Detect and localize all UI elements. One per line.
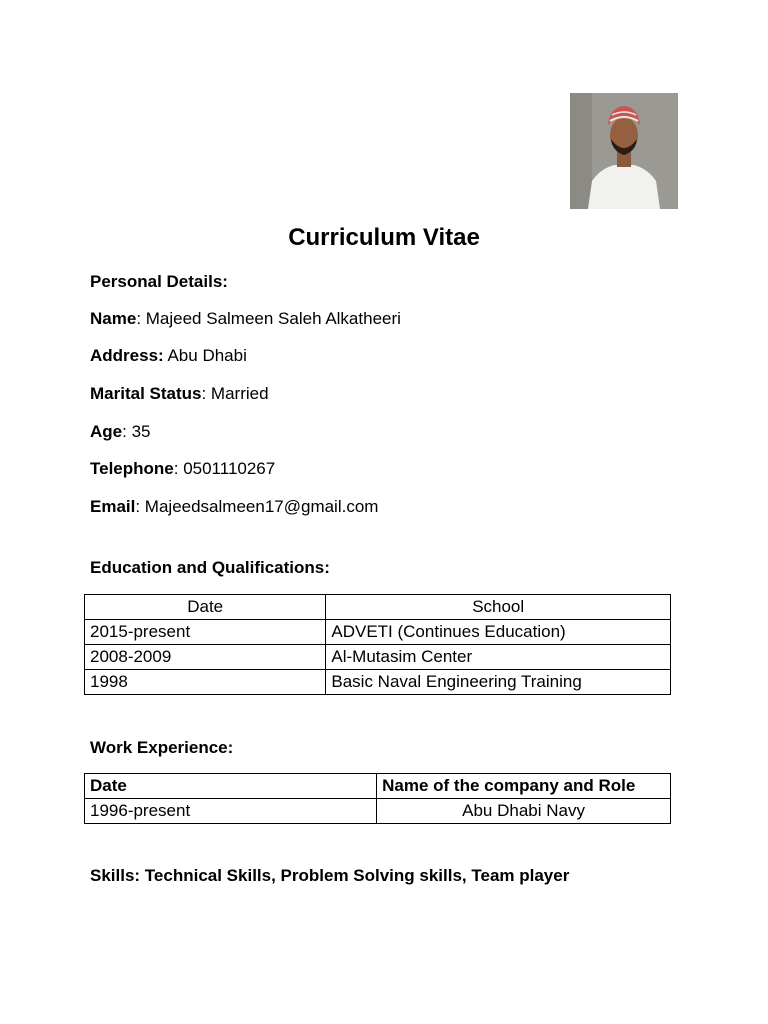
- education-heading: Education and Qualifications:: [90, 558, 330, 577]
- age-line: [90, 421, 150, 443]
- name-label: Name: [90, 309, 137, 328]
- skills-line: Skills: Technical Skills, Problem Solving skills, Team player: [90, 866, 570, 885]
- address-label: Address:: [90, 346, 164, 365]
- work-experience-heading: Work Experience:: [90, 738, 234, 757]
- marital-status-label: Marital Status: [90, 384, 202, 403]
- age-label: Age: [90, 422, 123, 441]
- telephone-value: : 0501110267: [173, 459, 276, 478]
- email-label: Email: [90, 497, 136, 516]
- education-date-cell: 1998: [85, 670, 326, 695]
- table-row: [85, 620, 671, 645]
- education-table: [84, 594, 671, 695]
- table-row: [85, 670, 671, 695]
- marital-status-value: : Married: [201, 384, 269, 403]
- work-experience-table: [84, 773, 671, 824]
- telephone-line: [90, 458, 275, 480]
- email-value: : Majeedsalmeen17@gmail.com: [135, 497, 379, 516]
- education-school-cell: Al-Mutasim Center: [326, 645, 671, 670]
- name-value: : Majeed Salmeen Saleh Alkatheeri: [136, 309, 401, 328]
- education-date-cell: 2015-present: [85, 620, 326, 645]
- page-title: Curriculum Vitae: [288, 224, 480, 251]
- email-line: [90, 496, 378, 518]
- address-line: [90, 345, 247, 367]
- table-row: [85, 799, 671, 824]
- education-header-date: Date: [85, 595, 326, 620]
- name-line: [90, 308, 401, 330]
- work-company-cell: Abu Dhabi Navy: [377, 799, 671, 824]
- work-header-company: Name of the company and Role: [377, 774, 671, 799]
- education-header-school: School: [326, 595, 671, 620]
- address-value: Abu Dhabi: [163, 346, 247, 365]
- profile-photo: [570, 93, 678, 209]
- work-date-cell: 1996-present: [85, 799, 377, 824]
- education-header-row: [85, 595, 671, 620]
- education-date-cell: 2008-2009: [85, 645, 326, 670]
- personal-details-heading: Personal Details:: [90, 272, 228, 291]
- education-school-cell: ADVETI (Continues Education): [326, 620, 671, 645]
- telephone-label: Telephone: [90, 459, 174, 478]
- work-header-date: Date: [85, 774, 377, 799]
- education-school-cell: Basic Naval Engineering Training: [326, 670, 671, 695]
- age-value: : 35: [122, 422, 151, 441]
- marital-status-line: [90, 383, 269, 405]
- work-header-row: [85, 774, 671, 799]
- table-row: [85, 645, 671, 670]
